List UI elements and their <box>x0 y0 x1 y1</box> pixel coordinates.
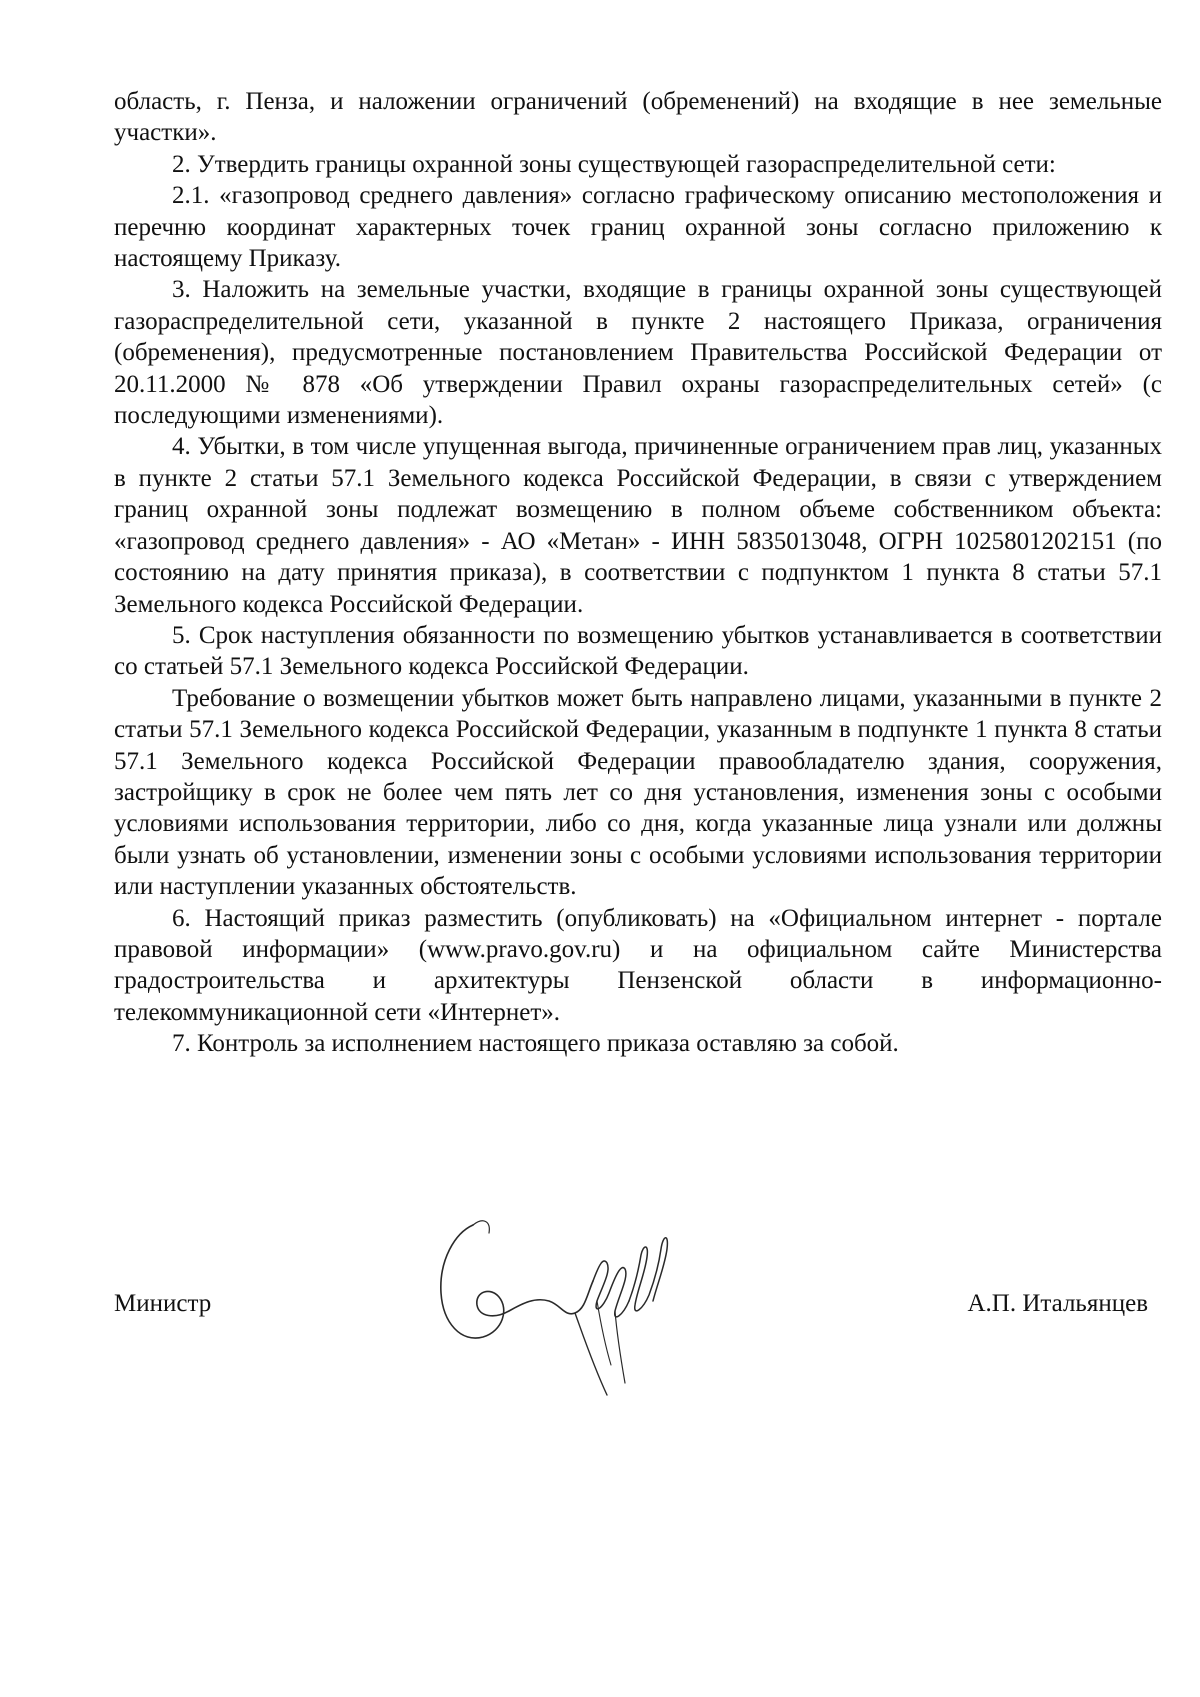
paragraph-continuation: область, г. Пенза, и наложении ограничений (обременений) на входящие в нее земельные участки». <box>114 88 1162 147</box>
paragraph-item-7: 7. Контроль за исполнением настоящего приказа оставляю за собой. <box>172 1030 899 1058</box>
paragraph-item-3: 3. Наложить на земельные участки, входящие в границы охранной зоны существующей газораспределительной сети, указанной в пункте 2 настоящего Приказа, ограничения (обременения), предусмотренные постановлением Правительства Российской Федерации от 20.11.2000 № 878 «Об утверждении Правил охраны газораспределительных сетей» (с последующими изменениями). <box>114 276 1162 430</box>
paragraph-item-6: 6. Настоящий приказ разместить (опубликовать) на «Официальном интернет - портале правовой информации» (www.pravo.gov.ru) и на официальном сайте Министерства градостроительства и архитектуры Пензенской области в информационно-телекоммуникационной сети «Интернет». <box>114 904 1162 1026</box>
signatory-name: А.П. Итальянцев <box>967 1290 1148 1317</box>
document-body <box>114 86 1162 1060</box>
paragraph-damages-claim: Требование о возмещении убытков может быть направлено лицами, указанными в пункте 2 статьи 57.1 Земельного кодекса Российской Федерации, указанным в подпункте 1 пункта 8 статьи 57.1 Земельного кодекса Российской Федерации правообладателю здания, сооружения, застройщику в срок не более чем пять лет со дня установления, изменения зоны с особыми условиями использования территории, либо со дня, когда указанные лица узнали или должны были узнать об установлении, изменении зоны с особыми условиями использования территории или наступлении указанных обстоятельств. <box>114 684 1162 901</box>
paragraph-item-2-1: 2.1. «газопровод среднего давления» согласно графическому описанию местоположения и перечню координат характерных точек границ охранной зоны согласно приложению к настоящему Приказу. <box>114 182 1162 273</box>
signatory-position: Министр <box>114 1290 212 1317</box>
handwritten-signature <box>425 1205 715 1405</box>
paragraph-item-2: 2. Утвердить границы охранной зоны существующей газораспределительной сети: <box>172 150 1056 178</box>
paragraph-item-5: 5. Срок наступления обязанности по возмещению убытков устанавливается в соответствии со статьей 57.1 Земельного кодекса Российской Федерации. <box>114 621 1162 681</box>
paragraph-item-4: 4. Убытки, в том числе упущенная выгода, причиненные ограничением прав лиц, указанных в пункте 2 статьи 57.1 Земельного кодекса Российской Федерации, в связи с утверждением границ охранной зоны подлежат возмещению в полном объеме собственником объекта: «газопровод среднего давления» - АО «Метан» - ИНН 5835013048, ОГРН 1025801202151 (по состоянию на дату принятия приказа), в соответствии с подпунктом 1 пункта 8 статьи 57.1 Земельного кодекса Российской Федерации. <box>114 433 1162 618</box>
